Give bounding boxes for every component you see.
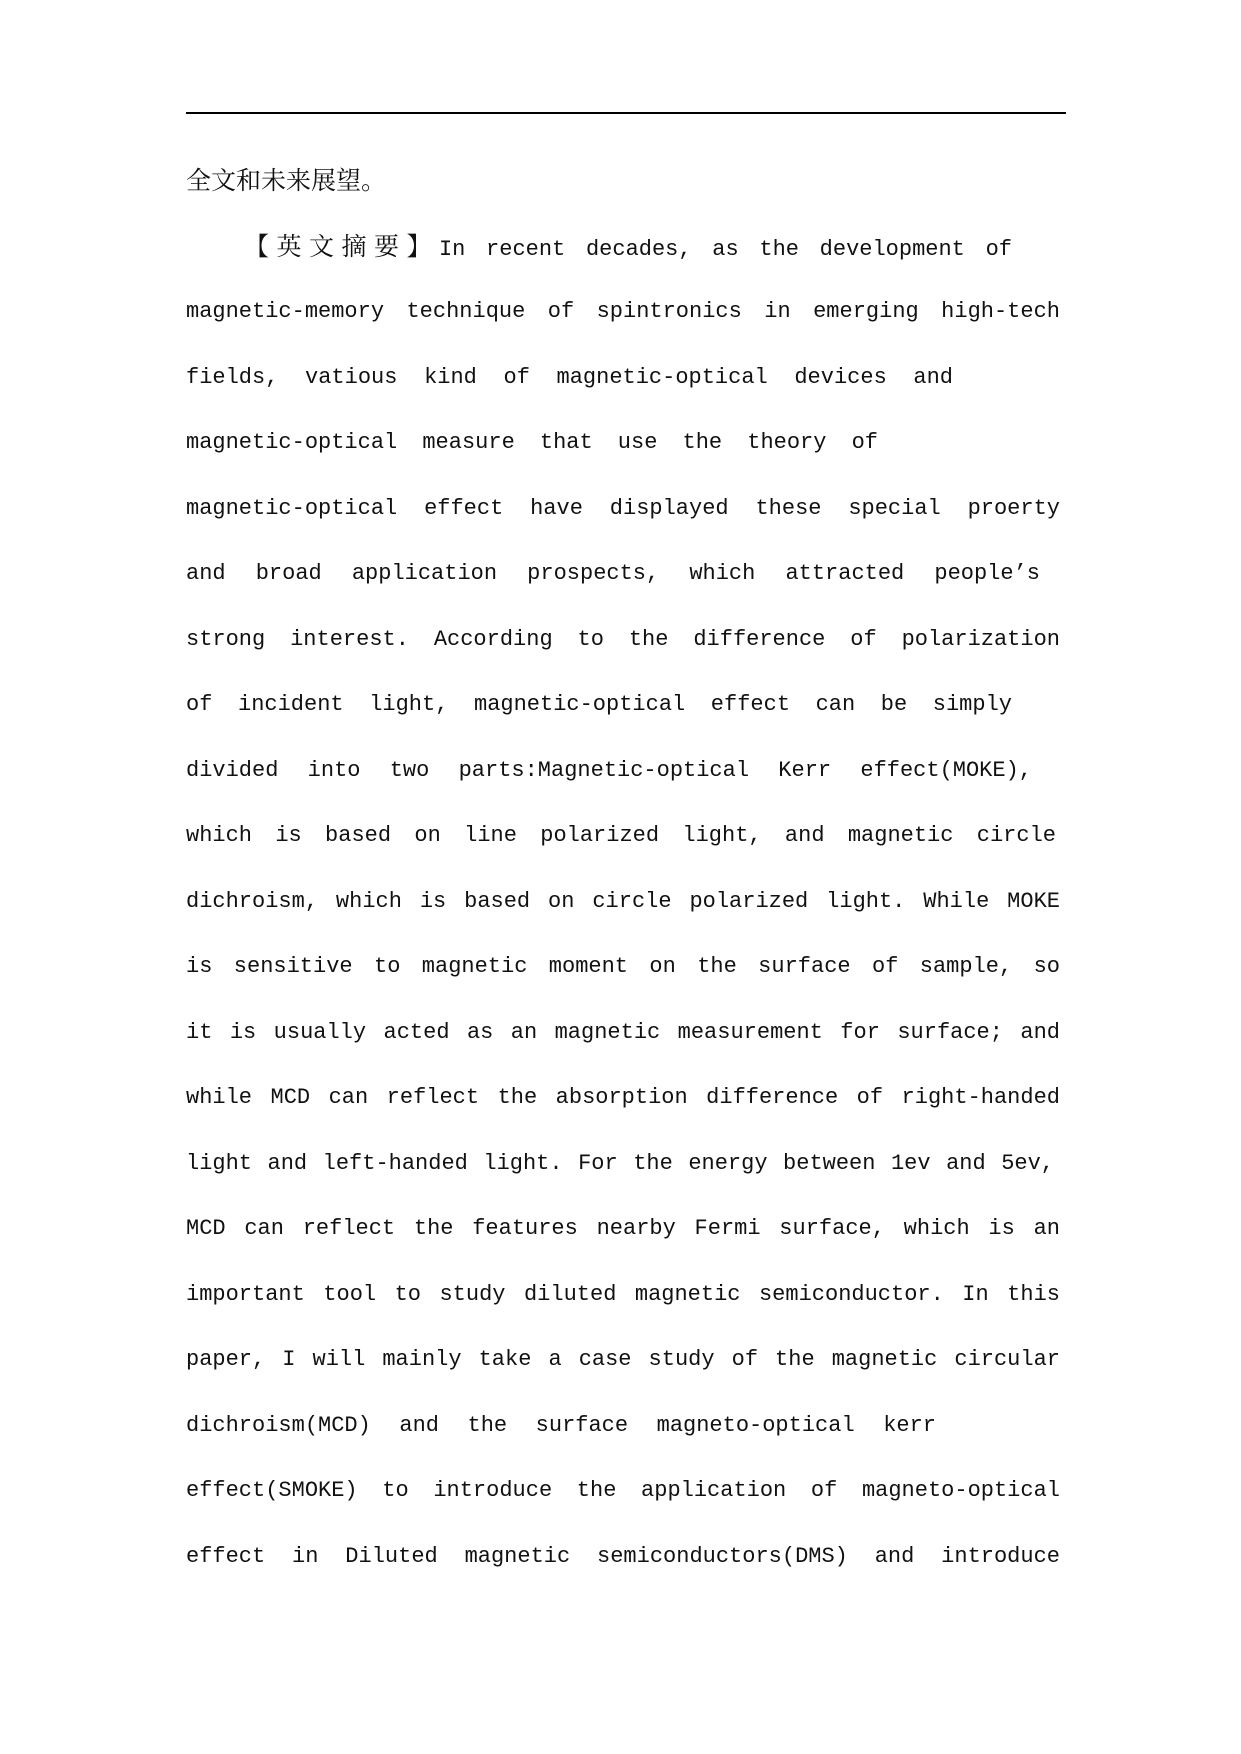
- abstract-line: is sensitive to magnetic moment on the surface of sample, so: [186, 954, 1060, 979]
- header-rule: [186, 112, 1066, 114]
- abstract-line: MCD can reflect the features nearby Fermi surface, which is an: [186, 1216, 1060, 1241]
- abstract-line: effect in Diluted magnetic semiconductors(DMS) and introduce: [186, 1543, 1060, 1569]
- abstract-line: light and left-handed light. For the energy between 1ev and 5ev,: [186, 1150, 1054, 1176]
- abstract-line: important tool to study diluted magnetic semiconductor. In this: [186, 1281, 1060, 1307]
- abstract-line: dichroism(MCD) and the surface magneto-optical kerr: [186, 1412, 936, 1438]
- previous-paragraph-ending-line: [186, 148, 1060, 214]
- abstract-line: magnetic-memory technique of spintronics in emerging high-tech: [186, 299, 1060, 324]
- abstract-line: it is usually acted as an magnetic measurement for surface; and: [186, 1019, 1060, 1045]
- abstract-line: magnetic-optical measure that use the theory of: [186, 430, 878, 455]
- abstract-line: while MCD can reflect the absorption difference of right-handed: [186, 1085, 1060, 1110]
- abstract-line: and broad application prospects, which attracted people’s: [186, 561, 1040, 586]
- abstract-line: magnetic-optical effect have displayed these special proerty: [186, 495, 1060, 521]
- abstract-line: fields, vatious kind of magnetic-optical devices and: [186, 364, 953, 390]
- abstract-line: which is based on line polarized light, and magnetic circle: [186, 823, 1056, 848]
- abstract-line: effect(SMOKE) to introduce the application of magneto-optical: [186, 1478, 1060, 1503]
- abstract-line: dichroism, which is based on circle polarized light. While MOKE: [186, 888, 1060, 914]
- abstract-line: divided into two parts:Magnetic-optical Kerr effect(MOKE),: [186, 757, 1032, 783]
- abstract-line: strong interest. According to the difference of polarization: [186, 626, 1060, 652]
- page-body-text: [186, 148, 1060, 1589]
- abstract-label: 【英文摘要】: [244, 231, 439, 261]
- abstract-line: of incident light, magnetic-optical effect can be simply: [186, 692, 1012, 717]
- abstract-line-text: In recent decades, as the development of: [438, 236, 1012, 262]
- abstract-line: paper, I will mainly take a case study of the magnetic circular: [186, 1347, 1060, 1372]
- previous-paragraph-text: 全文和未来展望。: [186, 166, 387, 195]
- abstract-first-line: [186, 214, 1012, 280]
